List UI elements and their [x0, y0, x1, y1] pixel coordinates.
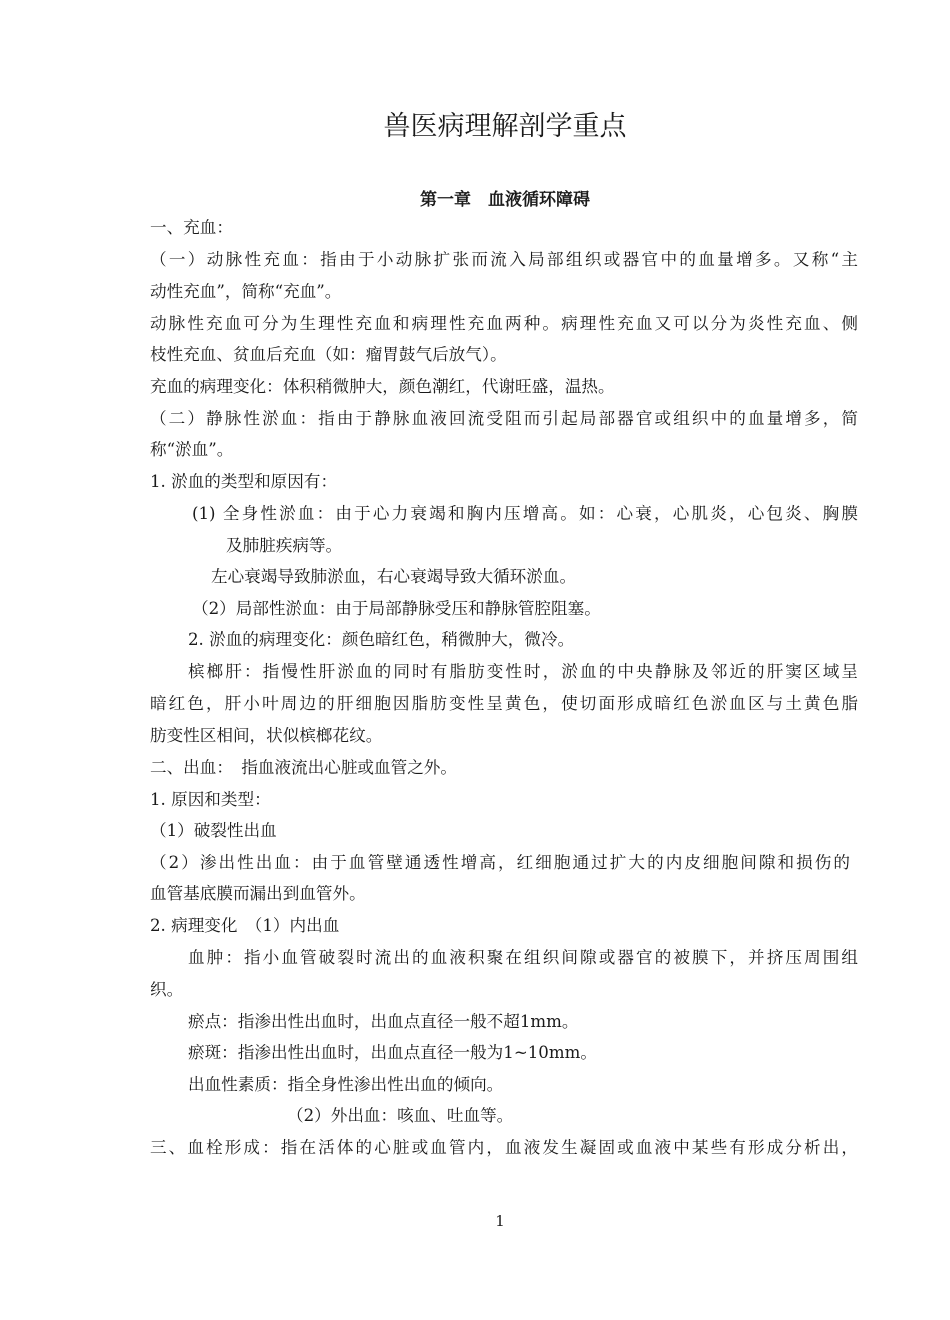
paragraph-line: 暗红色，肝小叶周边的肝细胞因脂肪变性呈黄色，使切面形成暗红色淤血区与土黄色脂	[150, 694, 858, 713]
list-item: （2）局部性淤血：由于局部静脉受压和静脉管腔阻塞。	[192, 599, 601, 618]
subsection-heading: 2. 病理变化 （1）内出血	[150, 916, 340, 935]
list-item: （2）渗出性出血：由于血管壁通透性增高，红细胞通过扩大的内皮细胞间隙和损伤的	[150, 853, 850, 872]
list-item: 及肺脏疾病等。	[226, 536, 343, 555]
paragraph-line: 肪变性区相间，状似槟榔花纹。	[150, 726, 383, 745]
section-heading: 一、充血：	[150, 218, 233, 237]
subsection-heading: 1. 淤血的类型和原因有：	[150, 472, 338, 491]
section-heading: 二、出血： 指血液流出心脏或血管之外。	[150, 758, 457, 777]
paragraph-line: 枝性充血、贫血后充血（如：瘤胃鼓气后放气）。	[150, 345, 507, 364]
paragraph-line: 瘀斑：指渗出性出血时，出血点直径一般为1~10mm。	[188, 1043, 597, 1062]
paragraph-line: 槟榔肝：指慢性肝淤血的同时有脂肪变性时，淤血的中央静脉及邻近的肝窦区域呈	[188, 662, 858, 681]
paragraph-line: 动脉性充血可分为生理性充血和病理性充血两种。病理性充血又可以分为炎性充血、侧	[150, 314, 858, 333]
paragraph-line: （一）动脉性充血：指由于小动脉扩张而流入局部组织或器官中的血量增多。又称“主	[150, 250, 858, 269]
page-number: 1	[495, 1212, 505, 1230]
section-heading: 三、血栓形成：指在活体的心脏或血管内，血液发生凝固或血液中某些有形成分析出，	[150, 1138, 858, 1157]
paragraph-line: 瘀点：指渗出性出血时，出血点直径一般不超1mm。	[188, 1012, 579, 1031]
paragraph-line: 左心衰竭导致肺淤血，右心衰竭导致大循环淤血。	[211, 567, 577, 586]
paragraph-line: 动性充血”，简称“充血”。	[150, 282, 342, 301]
chapter-heading: 第一章 血液循环障碍	[420, 190, 590, 210]
subsection-heading: 1. 原因和类型：	[150, 790, 271, 809]
paragraph-line: 血管基底膜而漏出到血管外。	[150, 884, 366, 903]
list-item: （1）破裂性出血	[150, 821, 277, 840]
paragraph-line: 充血的病理变化：体积稍微肿大，颜色潮红，代谢旺盛，温热。	[150, 377, 615, 396]
paragraph-line: 织。	[150, 980, 184, 999]
document-title: 兽医病理解剖学重点	[383, 111, 627, 142]
paragraph-line: 称“淤血”。	[150, 440, 234, 459]
paragraph-line: （二）静脉性淤血：指由于静脉血液回流受阻而引起局部器官或组织中的血量增多，简	[150, 409, 858, 428]
paragraph-line: 血肿：指小血管破裂时流出的血液积聚在组织间隙或器官的被膜下，并挤压周围组	[188, 948, 858, 967]
paragraph-line: 出血性素质：指全身性渗出性出血的倾向。	[188, 1075, 504, 1094]
list-item: (1) 全身性淤血：由于心力衰竭和胸内压增高。如：心衰，心肌炎，心包炎、胸膜	[192, 504, 858, 523]
subsection-heading: 2. 淤血的病理变化：颜色暗红色，稍微肿大，微冷。	[188, 630, 575, 649]
list-item: （2）外出血：咳血、吐血等。	[287, 1106, 514, 1125]
